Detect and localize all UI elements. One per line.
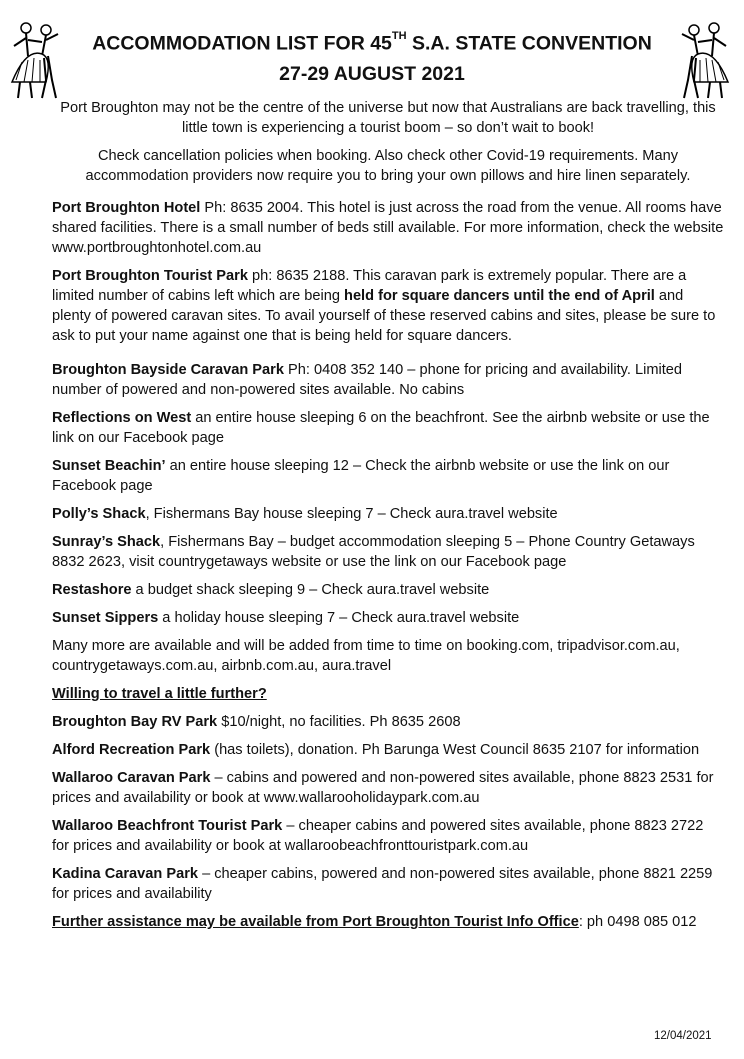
listing-text: an entire house sleeping 12 – Check the airbnb website or use the link on our Facebook page — [52, 458, 670, 494]
page-title — [70, 24, 674, 89]
listing-name: Reflections on West — [52, 410, 192, 426]
further-heading-text: Willing to travel a little further? — [52, 686, 267, 702]
listing-broughton-bayside — [52, 360, 724, 400]
listing-pollys-shack — [52, 504, 724, 524]
listing-name: Sunray’s Shack — [52, 534, 161, 550]
listing-wallaroo-caravan-park — [52, 768, 724, 808]
listing-sunset-beachin — [52, 456, 724, 496]
listing-text: a budget shack sleeping 9 – Check aura.travel website — [131, 582, 490, 598]
further-assistance-label: Further assistance may be available from Port Broughton Tourist Info Office — [52, 914, 579, 930]
title-superscript: TH — [391, 30, 407, 42]
more-available-note: Many more are available and will be added from time to time on booking.com, tripadvisor.com.au, countrygetaways.com.au, airbnb.com.au, aura.travel — [52, 638, 680, 674]
listing-name: Alford Recreation Park — [52, 742, 211, 758]
square-dancers-illustration-left — [6, 18, 64, 102]
listing-name: Port Broughton Hotel — [52, 200, 201, 216]
listing-alford-recreation-park — [52, 740, 724, 760]
listing-sunrays-shack — [52, 532, 724, 572]
listing-name: Broughton Bay RV Park — [52, 714, 218, 730]
listing-text: an entire house sleeping 6 on the beachfront. See the airbnb website or use the link on our Facebook page — [52, 410, 710, 446]
title-line1-suffix: S.A. STATE CONVENTION — [406, 32, 652, 55]
listing-name: Port Broughton Tourist Park — [52, 268, 248, 284]
title-line1-prefix: ACCOMMODATION LIST FOR 45 — [92, 32, 392, 55]
intro-paragraph-1: Port Broughton may not be the centre of the universe but now that Australians are back travelling, this little town is experiencing a tourist boom – so don’t wait to book! — [60, 100, 716, 136]
listing-text: , Fishermans Bay – budget accommodation sleeping 5 – Phone Country Getaways 8832 2623, visit countrygetaways website or use the link on our Facebook page — [52, 534, 695, 570]
document-date: 12/04/2021 — [654, 1030, 712, 1042]
listing-kadina-caravan-park — [52, 864, 724, 904]
listing-text: ph: 8635 2188. This caravan park is extremely popular. There are a limited number of cabins left which are being — [52, 268, 687, 304]
listing-text: – cheaper cabins and powered sites available, phone 8823 2722 for prices and availability or book at wallaroobeachfronttouristpark.com.au — [52, 818, 704, 854]
listing-reflections-on-west — [52, 408, 724, 448]
document-body — [52, 98, 724, 940]
square-dancers-illustration-right — [676, 18, 734, 102]
further-assistance-phone: : ph 0498 085 012 — [578, 914, 697, 930]
intro-paragraph-2: Check cancellation policies when booking. Also check other Covid-19 requirements. Many accommodation providers now require you to bring your own pillows and hire linen separately. — [85, 148, 691, 184]
listing-name: Restashore — [52, 582, 132, 598]
listing-name: Sunset Beachin’ — [52, 458, 166, 474]
listing-restashore — [52, 580, 724, 600]
listing-name: Wallaroo Caravan Park — [52, 770, 211, 786]
listing-text: and plenty of powered caravan sites. To avail yourself of these reserved cabins and sites, please be sure to ask to put your name against one that is being held for square dancers. — [52, 288, 716, 344]
listing-wallaroo-beachfront — [52, 816, 724, 856]
further-heading — [52, 684, 724, 704]
listing-broughton-bay-rv-park — [52, 712, 724, 732]
listing-name: Kadina Caravan Park — [52, 866, 199, 882]
listing-name: Wallaroo Beachfront Tourist Park — [52, 818, 283, 834]
listing-port-broughton-hotel — [52, 198, 724, 258]
listing-text: a holiday house sleeping 7 – Check aura.travel website — [158, 610, 520, 626]
listing-text: $10/night, no facilities. Ph 8635 2608 — [217, 714, 461, 730]
listing-text: (has toilets), donation. Ph Barunga West Council 8635 2107 for information — [210, 742, 700, 758]
listing-name: Polly’s Shack — [52, 506, 146, 522]
listing-port-broughton-tourist-park — [52, 266, 724, 346]
listing-text: – cheaper cabins, powered and non-powered sites available, phone 8821 2259 for prices and availability — [52, 866, 713, 902]
title-line2-dates: 27-29 AUGUST 2021 — [279, 62, 465, 85]
listing-name: Sunset Sippers — [52, 610, 159, 626]
listing-text: Ph: 8635 2004. This hotel is just across the road from the venue. All rooms have shared facilities. There is a small number of beds still available. For more information, check the website www.portbroughtonhotel.com.au — [52, 200, 724, 256]
listing-highlight: held for square dancers until the end of April — [344, 288, 655, 304]
further-assistance-note — [52, 912, 724, 932]
listing-text: , Fishermans Bay house sleeping 7 – Check aura.travel website — [145, 506, 558, 522]
listing-text: Ph: 0408 352 140 – phone for pricing and availability. Limited number of powered and non-powered sites available. No cabins — [52, 362, 683, 398]
listing-text: – cabins and powered and non-powered sites available, phone 8823 2531 for prices and availability or book at www.wallarooholidaypark.com.au — [52, 770, 714, 806]
listing-sunset-sippers — [52, 608, 724, 628]
listing-name: Broughton Bayside Caravan Park — [52, 362, 284, 378]
